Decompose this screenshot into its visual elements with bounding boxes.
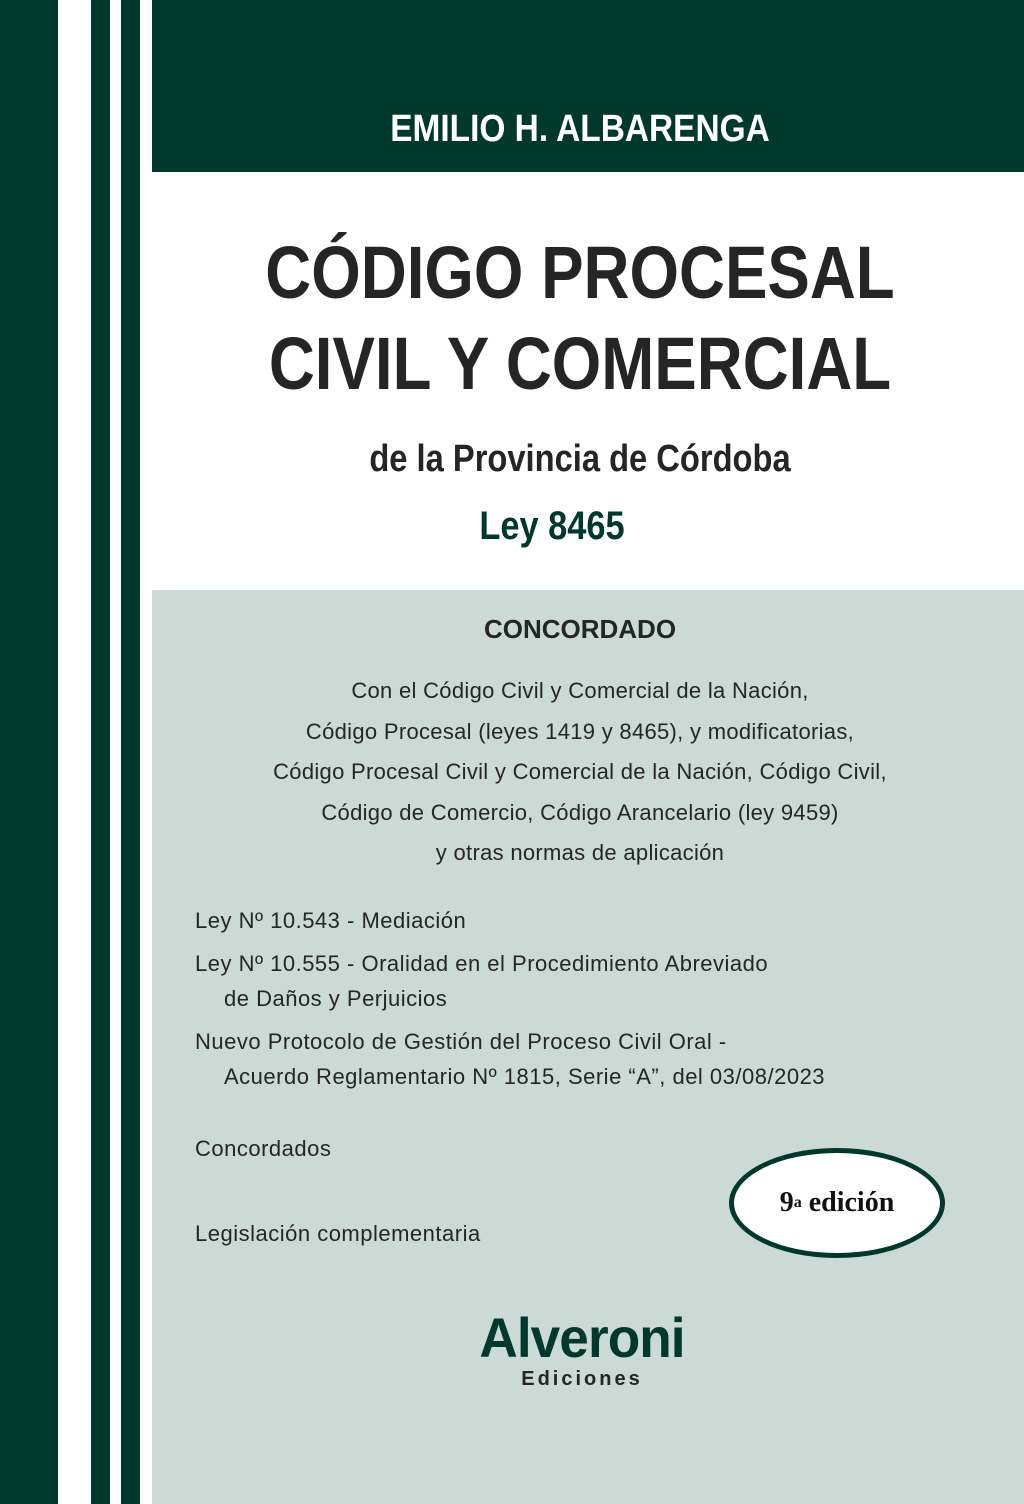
concordance-line: y otras normas de aplicación [435, 840, 725, 865]
law-list-item: Ley Nº 10.555 - Oralidad en el Procedimiento Abreviado [195, 951, 769, 976]
edition-label: edición [808, 1187, 895, 1218]
concordado-heading: CONCORDADO [483, 614, 677, 644]
law-list-item: de Daños y Perjuicios [224, 986, 448, 1011]
law-number: Ley 8465 [479, 504, 625, 548]
author-name: EMILIO H. ALBARENGA [390, 108, 770, 150]
subtitle: de la Provincia de Córdoba [369, 438, 791, 480]
title-line-1: CÓDIGO PROCESAL [265, 231, 895, 314]
edition-badge [729, 1148, 945, 1258]
concordance-line: Código de Comercio, Código Arancelario (ley 9459) [321, 800, 839, 825]
law-list-item: Nuevo Protocolo de Gestión del Proceso Civil Oral - [195, 1029, 727, 1054]
left-stripe-middle [91, 0, 110, 1504]
concordance-line: Con el Código Civil y Comercial de la Nación, [351, 678, 809, 703]
publisher-sub: Ediciones [521, 1368, 643, 1390]
law-list-item: Acuerdo Reglamentario Nº 1815, Serie “A”, del 03/08/2023 [224, 1064, 826, 1089]
law-list-item: Legislación complementaria [195, 1221, 481, 1246]
law-list-item: Ley Nº 10.543 - Mediación [195, 908, 467, 933]
title-line-2: CIVIL Y COMERCIAL [268, 322, 892, 405]
concordance-line: Código Procesal (leyes 1419 y 8465), y modificatorias, [305, 719, 855, 744]
publisher-logo [462, 1306, 702, 1391]
left-stripe-inner [121, 0, 140, 1504]
edition-number: 9 [779, 1187, 794, 1218]
edition-superscript: a [793, 1194, 802, 1211]
concordance-line: Código Procesal Civil y Comercial de la Nación, Código Civil, [273, 759, 887, 784]
law-list-item: Concordados [195, 1136, 332, 1161]
left-stripe-wide [0, 0, 58, 1504]
publisher-name: Alveroni [479, 1306, 685, 1369]
